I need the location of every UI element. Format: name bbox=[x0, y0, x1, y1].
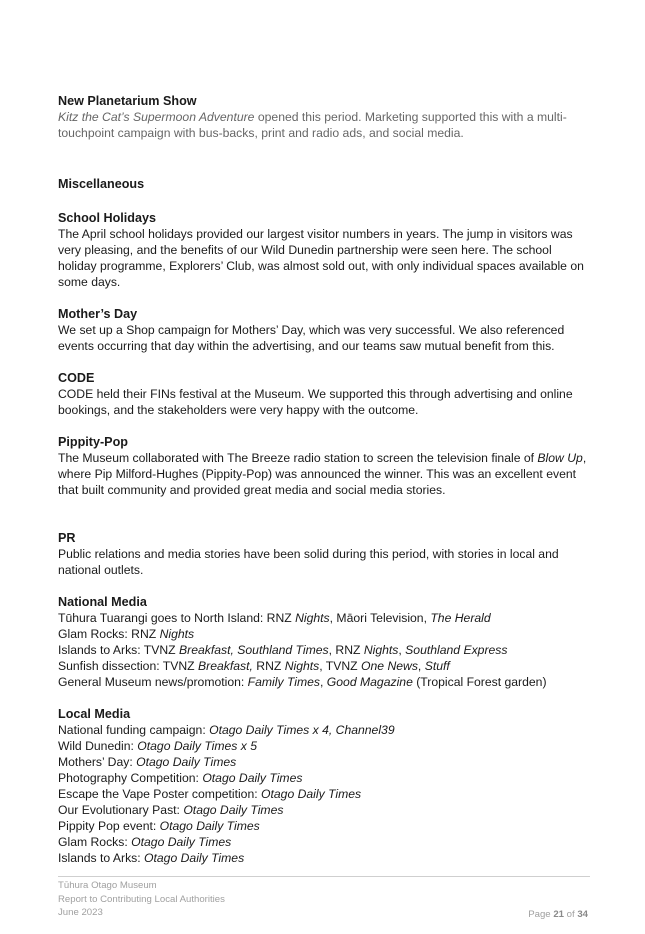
code-text: CODE held their FINs festival at the Museum. We supported this through advertising and online bookings, and the stakeholders were very happy with the outcome. bbox=[58, 387, 573, 417]
footer-org: Tūhura Otago Museum bbox=[58, 880, 157, 891]
national-media-section bbox=[58, 594, 593, 690]
pr-section bbox=[58, 530, 593, 578]
code-section bbox=[58, 370, 593, 418]
school-holidays-heading: School Holidays bbox=[58, 211, 156, 225]
page-number: Page 21 of 34 bbox=[528, 909, 588, 920]
media-list-item: Tūhura Tuarangi goes to North Island: RNZ Nights, Māori Television, The Herald bbox=[58, 611, 491, 625]
media-list-item: National funding campaign: Otago Daily Times x 4, Channel39 bbox=[58, 723, 395, 737]
local-media-heading: Local Media bbox=[58, 707, 131, 721]
mothers-day-text: We set up a Shop campaign for Mothers’ Day, which was very successful. We also referenced events occurring that day within the advertising, and our teams saw mutual benefit from this. bbox=[58, 323, 565, 353]
mothers-day-section bbox=[58, 306, 593, 354]
school-holidays-section bbox=[58, 210, 593, 290]
page-footer bbox=[58, 876, 590, 920]
mothers-day-heading: Mother’s Day bbox=[58, 307, 138, 321]
footer-report: Report to Contributing Local Authorities bbox=[58, 893, 225, 905]
planetarium-heading: New Planetarium Show bbox=[58, 94, 197, 108]
media-list-item: Islands to Arks: TVNZ Breakfast, Southland Times, RNZ Nights, Southland Express bbox=[58, 643, 508, 657]
media-list-item: General Museum news/promotion: Family Times, Good Magazine (Tropical Forest garden) bbox=[58, 675, 547, 689]
national-media-heading: National Media bbox=[58, 595, 147, 609]
planetarium-section bbox=[58, 93, 593, 141]
media-list-item: Glam Rocks: Otago Daily Times bbox=[58, 835, 232, 849]
media-list-item: Wild Dunedin: Otago Daily Times x 5 bbox=[58, 739, 258, 753]
media-list-item: Glam Rocks: RNZ Nights bbox=[58, 627, 195, 641]
media-list-item: Mothers’ Day: Otago Daily Times bbox=[58, 755, 237, 769]
planetarium-text: Kitz the Cat’s Supermoon Adventure opened this period. Marketing supported this with a multi-touchpoint campaign with bus-backs, print and radio ads, and social media. bbox=[58, 110, 567, 140]
document-body bbox=[58, 93, 593, 866]
misc-heading: Miscellaneous bbox=[58, 177, 145, 191]
pippity-pop-heading: Pippity-Pop bbox=[58, 435, 128, 449]
media-list-item: Sunfish dissection: TVNZ Breakfast, RNZ Nights, TVNZ One News, Stuff bbox=[58, 659, 450, 673]
pippity-pop-section bbox=[58, 434, 593, 498]
local-media-list bbox=[58, 722, 593, 866]
planetarium-show-title: Kitz the Cat’s Supermoon Adventure bbox=[58, 110, 255, 124]
media-list-item: Pippity Pop event: Otago Daily Times bbox=[58, 819, 260, 833]
media-list-item: Islands to Arks: Otago Daily Times bbox=[58, 851, 245, 865]
pippity-pop-text: The Museum collaborated with The Breeze radio station to screen the television finale of Blow Up, where Pip Milford-Hughes (Pippity-Pop) was announced the winner. This was an excellent event that built community and provided great media and social media stories. bbox=[58, 451, 587, 497]
pr-text: Public relations and media stories have been solid during this period, with stories in local and national outlets. bbox=[58, 547, 559, 577]
code-heading: CODE bbox=[58, 371, 95, 385]
school-holidays-text: The April school holidays provided our largest visitor numbers in years. The jump in visitors was very pleasing, and the benefits of our Wild Dunedin partnership were seen here. The school holiday programme, Explorers’ Club, was almost sold out, with only individual spaces available on some days. bbox=[58, 227, 584, 289]
media-list-item: Escape the Vape Poster competition: Otago Daily Times bbox=[58, 787, 362, 801]
footer-date: June 2023 bbox=[58, 907, 103, 918]
local-media-section bbox=[58, 706, 593, 866]
media-list-item: Photography Competition: Otago Daily Times bbox=[58, 771, 303, 785]
national-media-list bbox=[58, 610, 593, 690]
media-list-item: Our Evolutionary Past: Otago Daily Times bbox=[58, 803, 284, 817]
pr-heading: PR bbox=[58, 531, 76, 545]
